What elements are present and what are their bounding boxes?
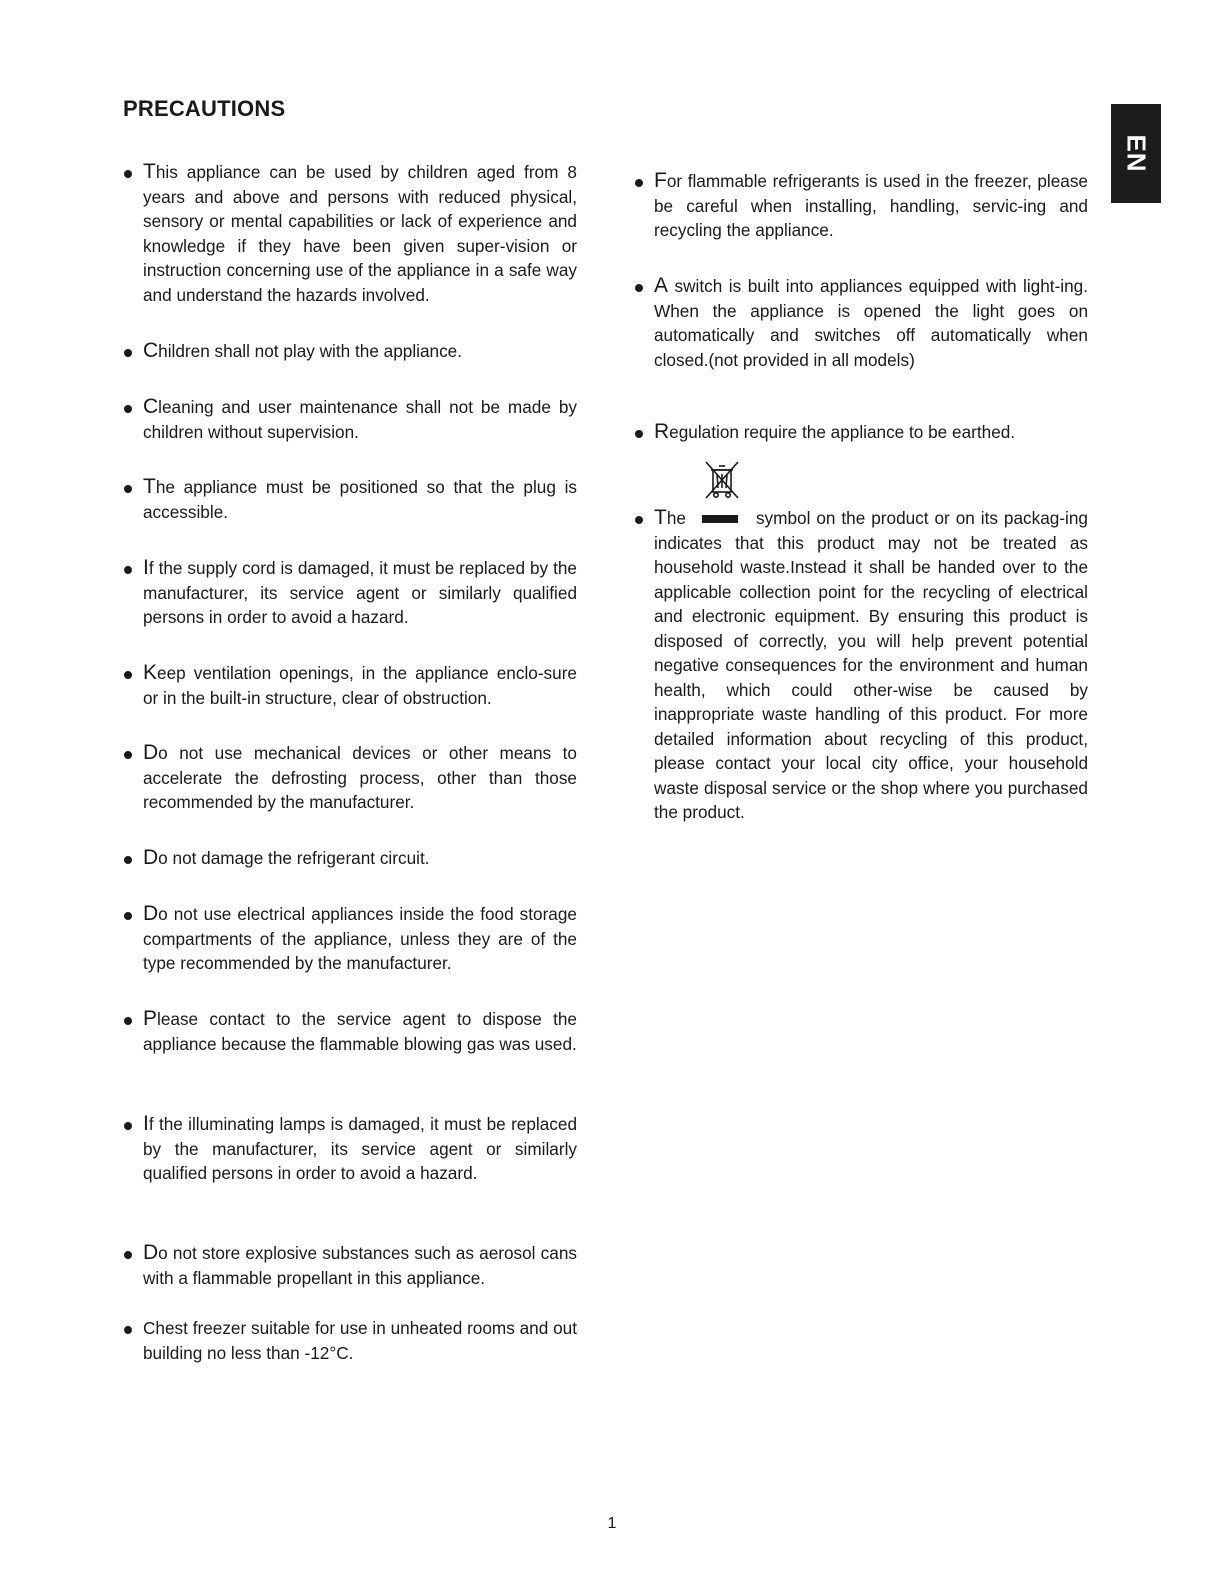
- precaution-item: If the supply cord is damaged, it must be replaced by the manufacturer, its service agent or similarly qualified persons in order to avoid a hazard.: [143, 556, 577, 630]
- precaution-item: Do not store explosive substances such as aerosol cans with a flammable propellant in this appliance.: [143, 1241, 577, 1290]
- precaution-item: The appliance must be positioned so that the plug is accessible.: [143, 475, 577, 524]
- bullet-icon: [124, 751, 132, 759]
- bullet-icon: [124, 566, 132, 574]
- bullet-icon: [635, 284, 643, 292]
- bullet-icon: [635, 430, 643, 438]
- precaution-item: Children shall not play with the appliance.: [143, 339, 577, 364]
- bullet-icon: [124, 1017, 132, 1025]
- weee-bar-icon: [702, 512, 738, 524]
- precaution-item: A switch is built into appliances equipped with light-ing. When the appliance is opened the light goes on automatically and switches off automatically when closed.(not provided in all models): [654, 274, 1088, 372]
- precaution-item: Regulation require the appliance to be earthed.: [654, 420, 1088, 445]
- precaution-item: Please contact to the service agent to dispose the appliance because the flammable blowing gas was used.: [143, 1007, 577, 1056]
- page-title: PRECAUTIONS: [123, 96, 286, 121]
- language-label: EN: [1121, 134, 1152, 173]
- precaution-item: If the illuminating lamps is damaged, it must be replaced by the manufacturer, its service agent or similarly qualified persons in order to avoid a hazard.: [143, 1112, 577, 1186]
- bullet-icon: [124, 405, 132, 413]
- precaution-item: Cleaning and user maintenance shall not be made by children without supervision.: [143, 395, 577, 444]
- bullet-icon: [635, 516, 643, 524]
- precaution-item: This appliance can be used by children aged from 8 years and above and persons with reduced physical, sensory or mental capabilities or lack of experience and knowledge if they have been given super-vision or instruction concerning use of the appliance in a safe way and understand the hazards involved.: [143, 160, 577, 307]
- bullet-icon: [124, 1326, 132, 1334]
- crossed-out-wheelie-bin-icon: [702, 458, 742, 508]
- bullet-icon: [124, 671, 132, 679]
- precaution-item: Do not use mechanical devices or other means to accelerate the defrosting process, other than those recommended by the manufacturer.: [143, 741, 577, 815]
- precaution-item: Keep ventilation openings, in the appliance enclo-sure or in the built-in structure, clear of obstruction.: [143, 661, 577, 710]
- bullet-icon: [124, 1251, 132, 1259]
- precaution-item: Chest freezer suitable for use in unheated rooms and out building no less than -12°C.: [143, 1316, 577, 1365]
- precaution-item: The symbol on the product or on its packag-ing indicates that this product may not be treated as household waste.Instead it shall be handed over to the applicable collection point for the recycling of electrical and electronic equipment. By ensuring this product is disposed of correctly, you will help prevent potential negative consequences for the environment and human health, which could other-wise be caused by inappropriate waste handling of this product. For more detailed information about recycling of this product, please contact your local city office, your household waste disposal service or the shop where you purchased the product.: [654, 506, 1088, 825]
- bullet-icon: [124, 856, 132, 864]
- bullet-icon: [124, 912, 132, 920]
- page-number: 1: [607, 1515, 617, 1532]
- bullet-icon: [124, 349, 132, 357]
- precaution-item: For flammable refrigerants is used in the freezer, please be careful when installing, handling, servic-ing and recycling the appliance.: [654, 169, 1088, 243]
- precaution-item: Do not use electrical appliances inside the food storage compartments of the appliance, unless they are of the type recommended by the manufacturer.: [143, 902, 577, 976]
- bullet-icon: [124, 1122, 132, 1130]
- bullet-icon: [124, 170, 132, 178]
- language-tab: [1111, 104, 1161, 203]
- bullet-icon: [635, 179, 643, 187]
- precaution-item: Do not damage the refrigerant circuit.: [143, 846, 577, 871]
- bullet-icon: [124, 485, 132, 493]
